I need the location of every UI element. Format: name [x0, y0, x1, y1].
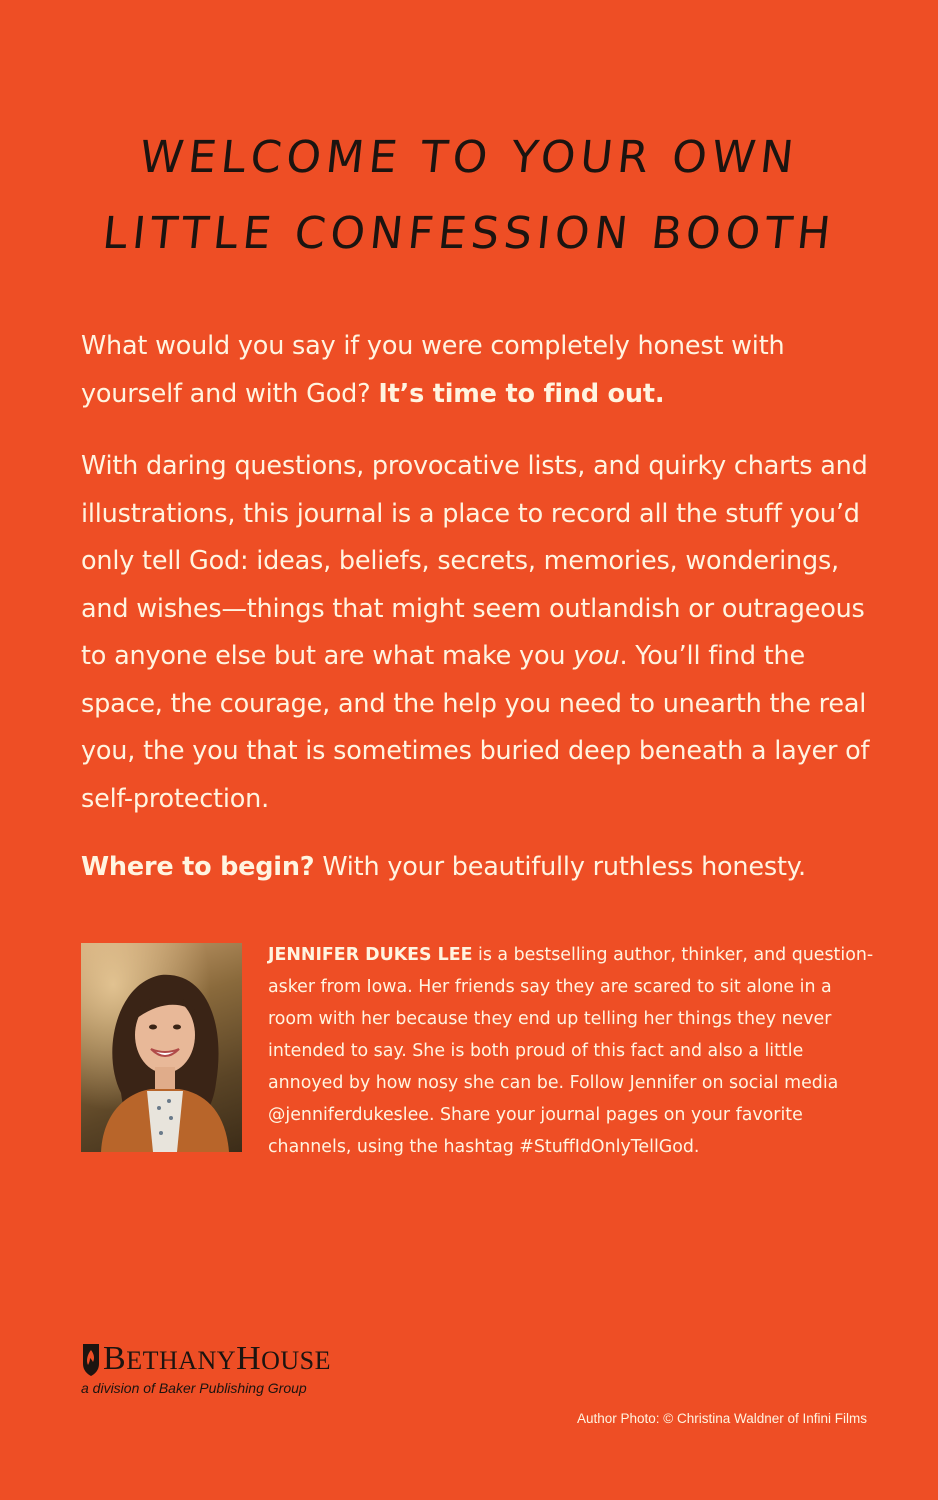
publisher-logo: [81, 1338, 441, 1378]
publisher-division: a division of Baker Publishing Group: [81, 1380, 307, 1396]
publisher-name: [103, 1339, 331, 1381]
intro-text: What would you say if you were completely honest with yourself and with God?: [81, 331, 785, 409]
description-text: With daring questions, provocative lists, and quirky charts and illustrations, this journal is a place to record all the stuff you’d only tell God: ideas, beliefs, secrets, memories, wonderings, and wishes—things that might seem outlandish or outrageous to anyone else but are what make you: [81, 451, 868, 671]
description-italic-text: you: [573, 641, 620, 671]
intro-bold-text: It’s time to find out.: [378, 378, 665, 409]
closing-text: With your beautifully ruthless honesty.: [322, 852, 806, 882]
publisher-name-part2: ETHANY: [126, 1346, 237, 1375]
closing-paragraph: [81, 844, 881, 892]
description-text-end: . You’ll find the space, the courage, and the help you need to unearth the real you, the you that is sometimes buried deep beneath a layer of self-protection.: [81, 641, 870, 814]
description-paragraph: [81, 443, 881, 823]
headline-line-2: LITTLE CONFESSION BOOTH: [100, 208, 838, 259]
intro-paragraph: [81, 323, 881, 418]
flame-icon: [81, 1338, 101, 1376]
author-bio-text: is a bestselling author, thinker, and question-asker from Iowa. Her friends say they are scared to sit alone in a room with her because they end up telling her things they never intended to say. She is both proud of this fact and also a little annoyed by how nosy she can be. Follow Jennifer on social media @jenniferdukeslee. Share your journal pages on your favorite channels, using the hashtag #StuffIdOnlyTellGod.: [268, 945, 874, 1157]
publisher-name-part4: OUSE: [261, 1346, 332, 1375]
author-bio: [268, 939, 878, 1163]
author-name: JENNIFER DUKES LEE: [268, 945, 473, 965]
publisher-name-part3: H: [236, 1340, 262, 1377]
publisher-name-part1: B: [103, 1340, 127, 1377]
headline: [0, 120, 938, 272]
closing-bold-text: Where to begin?: [81, 852, 315, 882]
photo-credit: Author Photo: © Christina Waldner of Infini Films: [576, 1411, 867, 1426]
headline-line-1: WELCOME TO YOUR OWN: [137, 132, 801, 183]
author-photo: [81, 943, 242, 1152]
